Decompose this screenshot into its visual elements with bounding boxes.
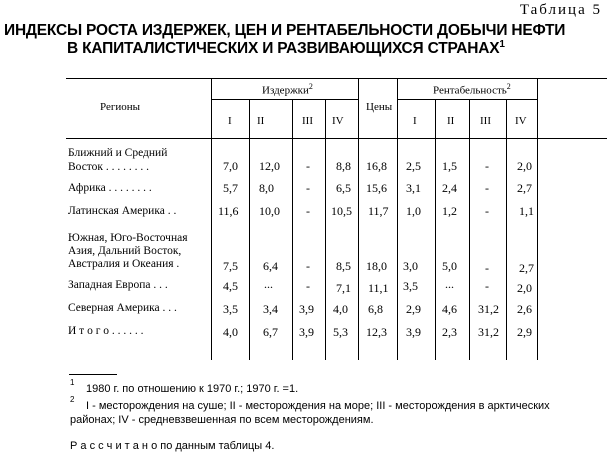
cell: 1,5 <box>442 159 457 173</box>
cell: 3,9 <box>299 302 314 316</box>
cell: 10,5 <box>331 204 352 218</box>
cell: 3,1 <box>406 181 421 195</box>
cell: 7,5 <box>223 259 238 273</box>
col-divider <box>469 99 470 360</box>
group-subheader-rule-right <box>397 99 537 100</box>
footnote-2-text-line-2: районах; IV - средневзвешенная по всем месторождениям. <box>70 414 374 426</box>
table-top-rule <box>66 78 607 79</box>
cell: 16,8 <box>366 159 387 173</box>
cell: 11,6 <box>218 204 239 218</box>
cell: 11,7 <box>368 204 389 218</box>
row-label-line: Латинская Америка . . <box>68 205 177 217</box>
group-subheader-rule-left <box>211 99 358 100</box>
cell: 7,1 <box>336 281 351 295</box>
cell: 8,5 <box>336 259 351 273</box>
row-label-latin-america <box>68 205 176 217</box>
header-costs <box>262 82 313 97</box>
cell: 3,9 <box>299 325 314 339</box>
cell: 3,4 <box>263 302 278 316</box>
row-label-africa <box>68 182 152 194</box>
cell: 7,0 <box>223 159 238 173</box>
subheader-profit-i: I <box>413 115 417 127</box>
title-footnote-mark: 1 <box>499 39 505 50</box>
cell: - <box>485 204 489 218</box>
cell: - <box>306 259 310 273</box>
cell: 31,2 <box>478 325 499 339</box>
cell: 6,7 <box>263 325 278 339</box>
cell: 11,1 <box>368 281 389 295</box>
col-divider <box>211 78 212 360</box>
cell: ... <box>264 277 273 291</box>
cell: 4,6 <box>442 302 457 316</box>
col-divider <box>358 78 359 360</box>
col-divider <box>325 99 326 360</box>
row-label-line: Западная Европа . . . <box>68 279 168 291</box>
cell: 6,8 <box>368 302 383 316</box>
cell: 5,0 <box>442 259 457 273</box>
cell: ... <box>445 277 454 291</box>
header-bottom-rule <box>66 138 607 139</box>
cell: 18,0 <box>366 259 387 273</box>
cell: 2,7 <box>517 181 532 195</box>
cell: 6,5 <box>336 181 351 195</box>
row-label-line: Африка . . . . . . . . <box>68 182 152 194</box>
row-label-north-america <box>68 302 177 314</box>
header-profit-note: 2 <box>506 82 511 91</box>
source-note <box>70 440 274 452</box>
subheader-costs-iii: III <box>302 115 313 127</box>
footnote-2-mark: 2 <box>70 395 75 404</box>
row-label-south-asia <box>68 232 188 271</box>
cell: 12,3 <box>366 325 387 339</box>
row-label-line: Австралия и Океания . <box>68 258 180 270</box>
cell: 6,4 <box>263 259 278 273</box>
table-label: Таблица 5 <box>519 2 602 18</box>
cell: 4,0 <box>333 302 348 316</box>
cell: 3,5 <box>403 279 418 293</box>
cell: 8,8 <box>336 159 351 173</box>
cell: 2,6 <box>517 302 532 316</box>
cell: 1,0 <box>406 204 421 218</box>
cell: 2,0 <box>517 281 532 295</box>
cell: - <box>306 159 310 173</box>
cell: 12,0 <box>259 159 280 173</box>
cell: 31,2 <box>478 302 499 316</box>
subheader-profit-ii: II <box>447 115 455 127</box>
header-costs-text: Издержки <box>262 84 309 97</box>
footnote-1-mark: 1 <box>70 378 75 387</box>
cell: 10,0 <box>259 204 280 218</box>
subheader-costs-i: I <box>228 115 232 127</box>
title-line-1: ИНДЕКСЫ РОСТА ИЗДЕРЖЕК, ЦЕН И РЕНТАБЕЛЬНОСТИ ДОБЫЧИ НЕФТИ <box>4 22 566 39</box>
subheader-profit-iv: IV <box>515 115 527 127</box>
footnote-2-text-line-1: I - месторождения на суше; II - месторождения на море; III - месторождения в арктических <box>86 400 550 412</box>
cell: 1,1 <box>519 204 534 218</box>
col-divider <box>397 78 398 360</box>
cell: 4,0 <box>223 325 238 339</box>
cell: 2,9 <box>517 325 532 339</box>
cell: 2,7 <box>519 261 534 275</box>
cell: 2,3 <box>442 325 457 339</box>
row-label-line: Северная Америка . . . <box>68 302 177 314</box>
row-label-total <box>68 325 144 337</box>
cell: 2,5 <box>406 159 421 173</box>
cell: - <box>485 159 489 173</box>
cell: 5,3 <box>333 325 348 339</box>
cell: 5,7 <box>223 181 238 195</box>
cell: 3,5 <box>223 302 238 316</box>
col-divider <box>292 99 293 360</box>
subheader-costs-ii: II <box>257 115 265 127</box>
col-divider <box>435 99 436 360</box>
subheader-costs-iv: IV <box>332 115 344 127</box>
cell: - <box>485 279 489 293</box>
title-line-2-text: В КАПИТАЛИСТИЧЕСКИХ И РАЗВИВАЮЩИХСЯ СТРАНАХ <box>67 40 500 58</box>
cell: - <box>306 181 310 195</box>
cell: 3,0 <box>403 259 418 273</box>
header-prices: Цены <box>366 101 393 113</box>
footnote-1-text: 1980 г. по отношению к 1970 г.; 1970 г. =1. <box>86 383 299 395</box>
footnote-rule <box>69 374 117 375</box>
cell: 3,9 <box>406 325 421 339</box>
row-label-line: Восток . . . . . . . . <box>68 161 150 173</box>
cell: 2,4 <box>442 181 457 195</box>
cell: 8,0 <box>259 181 274 195</box>
col-divider <box>249 99 250 360</box>
col-divider <box>506 99 507 360</box>
row-label-line: Азия, Дальний Восток, <box>68 245 182 257</box>
header-profit <box>433 82 511 97</box>
cell: 2,0 <box>517 159 532 173</box>
cell: - <box>485 261 489 275</box>
header-costs-note: 2 <box>308 82 313 91</box>
subheader-profit-iii: III <box>480 115 491 127</box>
col-divider <box>537 78 538 360</box>
cell: 15,6 <box>366 181 387 195</box>
cell: 4,5 <box>223 279 238 293</box>
cell: 1,2 <box>442 204 457 218</box>
row-label-line: И т о г о . . . . . . <box>68 325 144 337</box>
header-profit-text: Рентабельность <box>433 84 507 97</box>
cell: - <box>306 204 310 218</box>
source-note-spaced: Р а с с ч и т а н о <box>70 440 158 452</box>
row-label-line: Ближний и Средний <box>68 147 168 159</box>
cell: - <box>306 279 310 293</box>
row-label-western-europe <box>68 279 168 291</box>
cell: - <box>485 181 489 195</box>
cell: 2,9 <box>406 302 421 316</box>
row-label-near-east <box>68 146 167 174</box>
row-label-line: Южная, Юго-Восточная <box>68 232 188 244</box>
source-note-rest: по данным таблицы 4. <box>160 440 275 452</box>
header-regions: Регионы <box>100 101 141 113</box>
